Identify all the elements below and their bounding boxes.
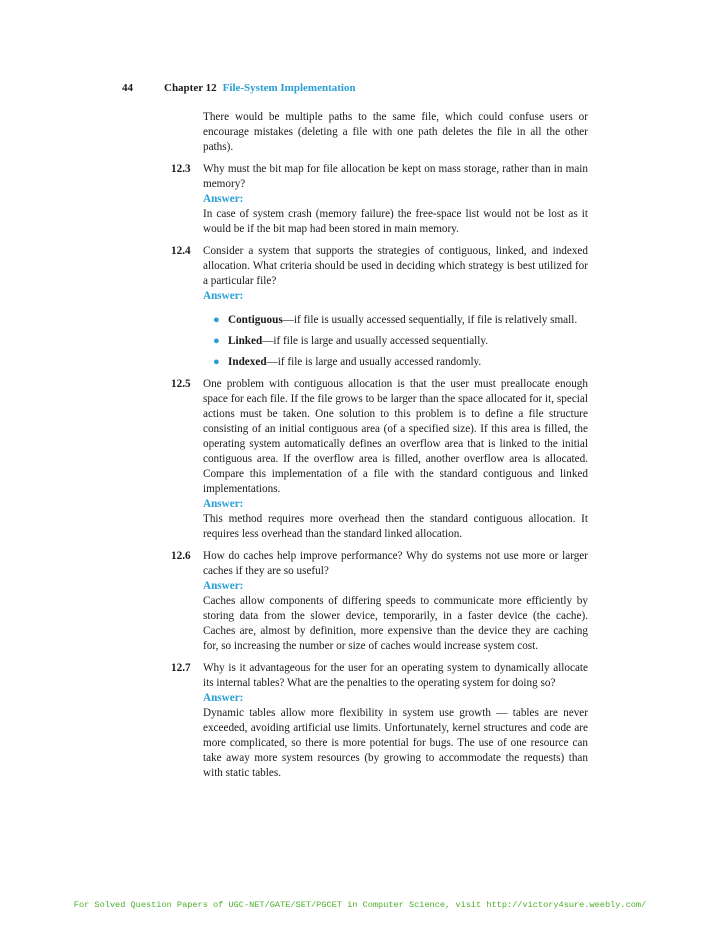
bullet-term: Contiguous [228,314,283,326]
answer-text: This method requires more overhead then the standard contiguous allocation. It requires less overhead than the standard linked allocation. [203,513,588,540]
bullet-icon: ● [213,314,220,326]
intro-paragraph: There would be multiple paths to the same file, which could confuse users or encourage mistakes (deleting a file with one path deletes the file in all the other paths). [203,111,588,153]
question-12-5 [0,377,720,542]
answer-text: Caches allow components of differing speeds to communicate more efficiently by storing data from the slower device, temporarily, in a faster device (the cache). Caches are, almost by definition, more expensive than the device they are caching for, so increasing the number or size of caches would increase system cost. [203,595,588,652]
question-number: 12.5 [171,378,191,390]
question-number: 12.3 [171,163,191,175]
page-number: 44 [122,82,133,94]
question-text: Consider a system that supports the strategies of contiguous, linked, and indexed allocation. What criteria should be used in deciding which strategy is best utilized for a particular file? [203,245,588,287]
bullet-icon: ● [213,335,220,347]
footer-link-text: For Solved Question Papers of UGC-NET/GATE/SET/PGCET in Computer Science, visit http://victory4sure.weebly.com/ [73,900,647,910]
question-number: 12.7 [171,662,191,674]
question-text: One problem with contiguous allocation is that the user must preallocate enough space for each file. If the file grows to be larger than the space allocated for it, special actions must be taken. One solution to this problem is to define a file structure consisting of an initial contiguous area (of a specified size). If this area is filled, the operating system automatically defines an overflow area that is linked to the initial contiguous area. If the overflow area is filled, another overflow area is allocated. Compare this implementation of a file with the standard contiguous and linked implementations. [203,378,588,495]
answer-block [0,691,588,781]
answer-block [0,192,588,237]
question-12-4 [0,244,720,370]
answer-text: In case of system crash (memory failure) the free-space list would not be lost as it would be if the bit map had been stored in main memory. [203,208,588,235]
answer-label: Answer: [203,580,244,592]
answer-label: Answer: [203,692,244,704]
chapter-title: File-System Implementation [222,82,356,94]
answer-block [0,289,588,304]
question-text: Why is it advantageous for the user for an operating system to dynamically allocate its internal tables? What are the penalties to the operating system for doing so? [203,662,588,689]
question-12-3 [0,162,720,237]
bullet-text: —if file is usually accessed sequentially, if file is relatively small. [282,314,578,326]
question-12-7 [0,661,720,781]
question-text: How do caches help improve performance? Why do systems not use more or larger caches if they are so useful? [203,550,588,577]
bullet-term: Indexed [228,356,267,368]
question-number: 12.4 [171,245,191,257]
answer-bullet-list [0,313,588,370]
list-item [213,334,588,349]
page-content [0,110,720,781]
answer-block [0,497,588,542]
question-12-6 [0,549,720,654]
list-item [213,313,588,328]
bullet-icon: ● [213,356,220,368]
bullet-text: —if file is large and usually accessed sequentially. [262,335,489,347]
question-text: Why must the bit map for file allocation be kept on mass storage, rather than in main memory? [203,163,588,190]
question-number: 12.6 [171,550,191,562]
page-header [122,82,356,94]
answer-text: Dynamic tables allow more flexibility in system use growth — tables are never exceeded, avoiding artificial use limits. Unfortunately, kernel structures and code are more complicated, so there is more potential for bugs. The use of one resource can take away more system resources (by growing to accommodate the requests) than with static tables. [203,707,588,779]
answer-block [0,579,588,654]
answer-label: Answer: [203,498,244,510]
answer-label: Answer: [203,193,244,205]
answer-label: Answer: [203,290,244,302]
chapter-label: Chapter 12 [164,82,217,94]
bullet-term: Linked [228,335,263,347]
list-item [213,355,588,370]
bullet-text: —if file is large and usually accessed randomly. [266,356,482,368]
